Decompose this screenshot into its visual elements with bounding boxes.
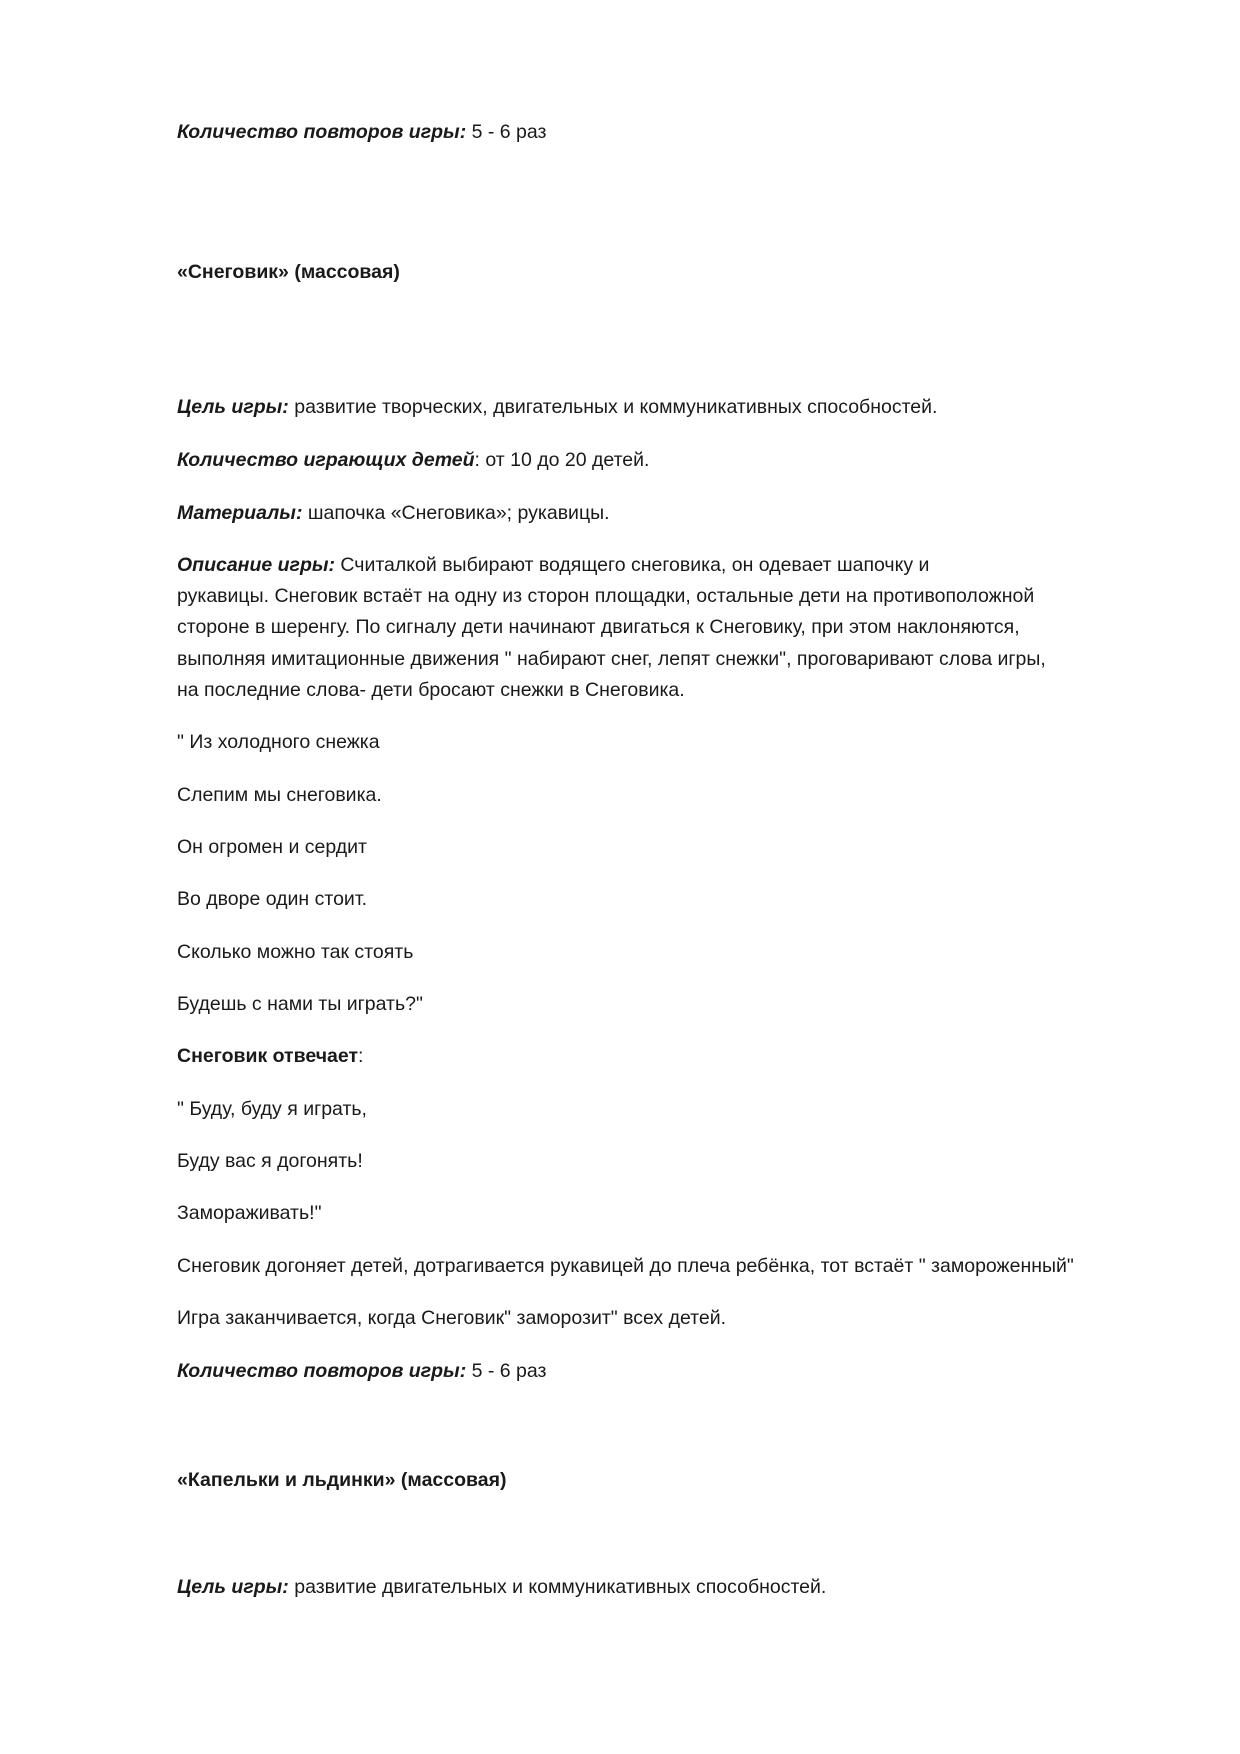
description-line-5: на последние слова- дети бросают снежки в Снеговика. (177, 679, 685, 701)
players-value: : от 10 до 20 детей. (474, 449, 650, 471)
repeats-value: 5 - 6 раз (466, 1360, 547, 1382)
game2-goal (177, 1573, 826, 1601)
description-line-1 (177, 551, 929, 579)
verse1-line: Будешь с нами ты играть?" (177, 993, 423, 1015)
repeats-value: 5 - 6 раз (466, 121, 547, 143)
game1-title: «Снеговик» (массовая) (177, 261, 400, 283)
game1-materials (177, 499, 610, 527)
game1-repeats (177, 1357, 546, 1385)
verse1-line: Слепим мы снеговика. (177, 784, 382, 806)
goal-label: Цель игры: (177, 396, 289, 418)
description-line-3: стороне в шеренгу. По сигналу дети начинают двигаться к Снеговику, при этом наклоняются, (177, 616, 1020, 638)
materials-value: шапочка «Снеговика»; рукавицы. (302, 502, 610, 524)
description-line-4: выполняя имитационные движения " набирают снег, лепят снежки", проговаривают слова игры, (177, 648, 1046, 670)
repeats-label: Количество повторов игры: (177, 121, 467, 143)
players-label: Количество играющих детей (177, 449, 475, 471)
snowman-answers (177, 1042, 363, 1070)
description-label: Описание игры: (177, 554, 336, 576)
goal-value: развитие творческих, двигательных и коммуникативных способностей. (288, 396, 938, 418)
snowman-answers-suffix: : (358, 1045, 364, 1067)
verse1-line: Сколько можно так стоять (177, 941, 414, 963)
description-text-1: Считалкой выбирают водящего снеговика, он одевает шапочку и (335, 554, 930, 576)
game1-rule-2: Игра заканчивается, когда Снеговик" заморозит" всех детей. (177, 1307, 727, 1329)
verse2-line: Буду вас я догонять! (177, 1150, 363, 1172)
repeats-label: Количество повторов игры: (177, 1360, 467, 1382)
verse2-line: Замораживать!" (177, 1202, 322, 1224)
materials-label: Материалы: (177, 502, 303, 524)
description-line-2: рукавицы. Снеговик встаёт на одну из сторон площадки, остальные дети на противоположной (177, 585, 1035, 607)
snowman-answers-label: Снеговик отвечает (177, 1045, 359, 1067)
verse1-line: Во дворе один стоит. (177, 888, 368, 910)
repeats-line-top (177, 118, 546, 146)
verse1-line: Он огромен и сердит (177, 836, 367, 858)
goal-value: развитие двигательных и коммуникативных способностей. (288, 1576, 827, 1598)
game1-players (177, 446, 649, 474)
game2-title: «Капельки и льдинки» (массовая) (177, 1469, 507, 1491)
game1-rule-1: Снеговик догоняет детей, дотрагивается рукавицей до плеча ребёнка, тот встаёт " замороженный" (177, 1255, 1074, 1277)
verse1-line: " Из холодного снежка (177, 731, 380, 753)
verse2-line: " Буду, буду я играть, (177, 1098, 367, 1120)
goal-label: Цель игры: (177, 1576, 289, 1598)
game1-goal (177, 393, 937, 421)
